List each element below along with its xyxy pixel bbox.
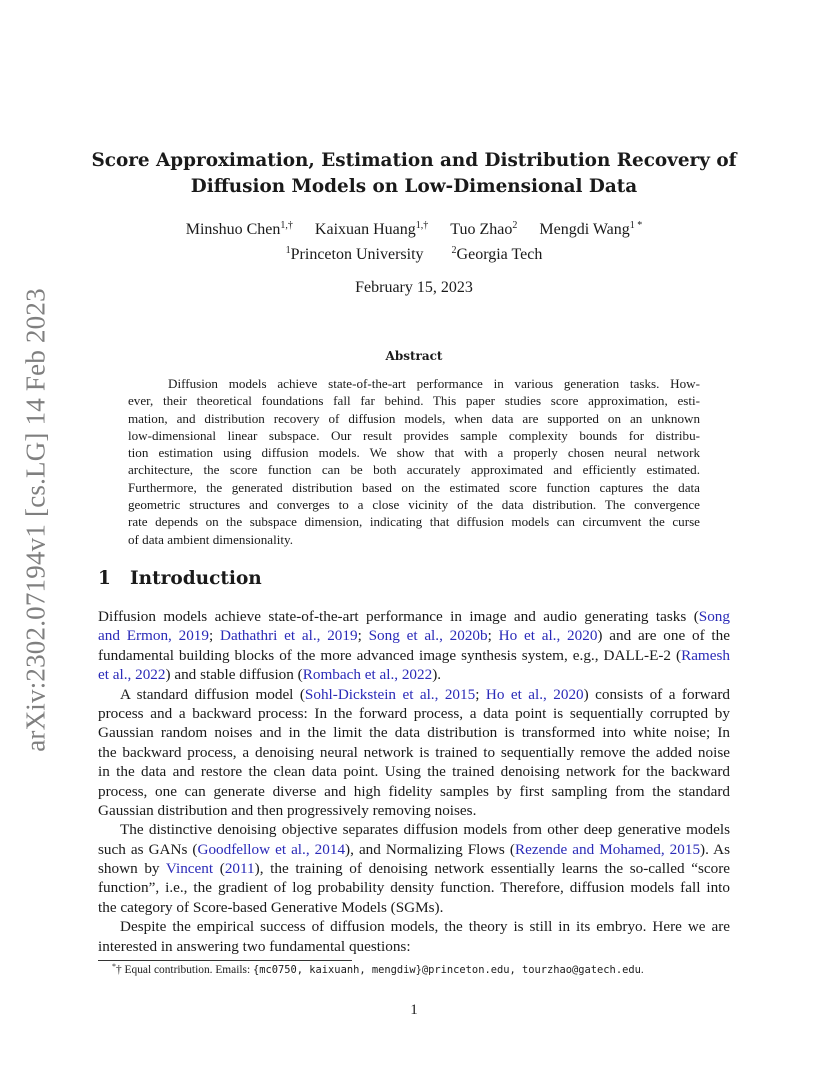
body-text-segment: the category of Score-based Generative Models (SGMs). bbox=[98, 898, 444, 916]
section-heading bbox=[98, 568, 262, 589]
body-line bbox=[98, 917, 730, 936]
body-text-segment: function”, i.e., the gradient of log probability density function. Therefore, diffusion models fall into bbox=[98, 879, 730, 897]
body-text-segment: process, one can generate diverse and high fidelity samples by first sampling from the standard bbox=[98, 782, 730, 800]
section-number: 1 bbox=[98, 568, 111, 589]
title-line: Diffusion Models on Low-Dimensional Data bbox=[190, 176, 638, 197]
body-line bbox=[98, 704, 730, 723]
affiliation-mark: 2 bbox=[451, 245, 457, 256]
footnote-divider bbox=[98, 960, 352, 961]
section-title: Introduction bbox=[130, 568, 262, 589]
affiliation-list bbox=[0, 245, 828, 265]
author bbox=[315, 220, 428, 240]
body-text-segment: ) consists of a forward bbox=[583, 685, 730, 703]
abstract-line: Furthermore, the generated distribution based on the estimated score function captures the data bbox=[128, 479, 700, 495]
paper-title bbox=[0, 148, 828, 200]
body-line bbox=[98, 607, 730, 626]
body-text-segment: ) and are one of the bbox=[597, 627, 730, 645]
author-mark: 2 bbox=[512, 220, 518, 231]
body-text-segment: A standard diffusion model ( bbox=[120, 685, 305, 703]
title-line: Score Approximation, Estimation and Distribution Recovery of bbox=[91, 150, 737, 171]
citation-link[interactable]: Song et al., 2020b bbox=[368, 627, 488, 645]
body-text bbox=[98, 607, 730, 956]
citation-link[interactable]: and Ermon, 2019 bbox=[98, 627, 209, 645]
abstract-line: ever, their theoretical foundations fall far behind. This paper studies score approximation, esti- bbox=[128, 393, 700, 409]
body-line bbox=[98, 743, 730, 762]
body-line bbox=[98, 820, 730, 839]
body-text-segment: ; bbox=[475, 685, 486, 703]
abstract-line: of data ambient dimensionality. bbox=[128, 531, 293, 547]
body-text-segment: ). As bbox=[700, 840, 730, 858]
affiliation-name: Princeton University bbox=[290, 246, 424, 263]
citation-link[interactable]: et al., 2022 bbox=[98, 666, 166, 684]
citation-link[interactable]: Goodfellow et al., 2014 bbox=[197, 840, 346, 858]
page-number: 1 bbox=[410, 1002, 418, 1018]
abstract-heading: Abstract bbox=[385, 349, 443, 363]
body-text-segment: such as GANs ( bbox=[98, 840, 198, 858]
author-list bbox=[0, 220, 828, 240]
body-line bbox=[98, 665, 730, 684]
body-text-segment: Gaussian distribution and then progressively removing noises. bbox=[98, 801, 477, 819]
body-text-segment: ; bbox=[209, 627, 220, 645]
body-line bbox=[98, 878, 730, 897]
body-line bbox=[98, 626, 730, 645]
body-text-segment: the backward process, a denoising neural network is trained to sequentially remove the added noise bbox=[98, 743, 730, 761]
body-text-segment: The distinctive denoising objective separates diffusion models from other deep generative models bbox=[120, 821, 730, 839]
body-text-segment: Despite the empirical success of diffusion models, the theory is still in its embryo. Here we are bbox=[120, 918, 730, 936]
body-text-segment: ). bbox=[432, 666, 442, 684]
citation-link[interactable]: Song bbox=[698, 608, 730, 625]
body-text-segment: shown by bbox=[98, 860, 166, 878]
body-text-segment: Gaussian random noises and in the limit the data distribution is transformed into white noise; In bbox=[98, 724, 730, 742]
author-name: Minshuo Chen bbox=[185, 221, 281, 238]
author bbox=[539, 220, 642, 240]
author-mark: 1,† bbox=[415, 220, 429, 231]
body-text-segment: interested in answering two fundamental questions: bbox=[98, 937, 411, 955]
body-line bbox=[98, 723, 730, 742]
body-text-segment: ; bbox=[487, 627, 499, 645]
citation-link[interactable]: 2011 bbox=[224, 860, 255, 878]
body-text-segment: ( bbox=[213, 860, 225, 878]
body-text-segment: ), the training of denoising network essentially learns the so-called “score bbox=[254, 860, 731, 878]
body-line bbox=[98, 762, 730, 781]
arxiv-identifier-stamp: arXiv:2302.07194v1 [cs.LG] 14 Feb 2023 bbox=[20, 288, 51, 752]
abstract-line: low-dimensional linear subspace. Our result provides sample complexity bounds for distribu- bbox=[128, 427, 700, 443]
abstract-line: geometric structures and converges to a close vicinity of the data distribution. The convergence bbox=[128, 497, 700, 513]
footnote-emails: {mc0750, kaixuanh, mengdiw}@princeton.edu, tourzhao@gatech.edu bbox=[252, 964, 641, 976]
abstract-line: rate depends on the subspace dimension, indicating that diffusion models can circumvent the curse bbox=[128, 514, 700, 530]
citation-link[interactable]: Rombach et al., 2022 bbox=[302, 666, 433, 684]
footnote bbox=[112, 964, 644, 976]
author bbox=[186, 220, 293, 240]
footnote-end: . bbox=[640, 964, 644, 976]
body-text-segment: process and a backward process: In the forward process, a data point is sequentially corrupted by bbox=[98, 704, 730, 722]
body-text-segment: ; bbox=[357, 627, 369, 645]
footnote-text: † Equal contribution. Emails: bbox=[116, 964, 253, 976]
body-text-segment: ) and stable diffusion ( bbox=[165, 666, 303, 684]
body-line bbox=[98, 859, 730, 878]
abstract-line: architecture, the score function can be both accurately approximated and efficiently estimated. bbox=[128, 462, 700, 478]
body-line bbox=[98, 782, 730, 801]
citation-link[interactable]: Dathathri et al., 2019 bbox=[220, 627, 358, 645]
abstract-line: mation, and distribution recovery of diffusion models, when data are supported on an unknown bbox=[128, 410, 700, 426]
citation-link[interactable]: Vincent bbox=[165, 860, 214, 878]
footnote-mark: * bbox=[112, 962, 116, 971]
body-line bbox=[98, 937, 730, 956]
affiliation-name: Georgia Tech bbox=[456, 246, 543, 263]
abstract-body bbox=[128, 375, 700, 548]
author-mark: 1,† bbox=[280, 220, 293, 231]
citation-link[interactable]: Ramesh bbox=[681, 646, 730, 664]
body-text-segment: Diffusion models achieve state-of-the-art performance in image and audio generating tasks ( bbox=[98, 608, 699, 625]
author-mark: 1 * bbox=[629, 220, 643, 231]
author-name: Kaixuan Huang bbox=[314, 221, 416, 238]
body-text-segment: in the data and restore the clean data point. Using the trained denoising network for the backward bbox=[98, 763, 730, 781]
citation-link[interactable]: Rezende and Mohamed, 2015 bbox=[514, 840, 701, 858]
body-line bbox=[98, 801, 730, 820]
body-text-segment: ), and Normalizing Flows ( bbox=[345, 840, 515, 858]
body-line bbox=[98, 840, 730, 859]
citation-link[interactable]: Ho et al., 2020 bbox=[485, 685, 584, 703]
body-text-segment: fundamental building blocks of the more advanced image synthesis system, e.g., DALL-E-2 ( bbox=[98, 646, 682, 664]
citation-link[interactable]: Ho et al., 2020 bbox=[498, 627, 598, 645]
affiliation bbox=[286, 245, 424, 265]
author-name: Mengdi Wang bbox=[539, 221, 630, 238]
citation-link[interactable]: Sohl-Dickstein et al., 2015 bbox=[304, 685, 476, 703]
abstract-line: tion estimation using diffusion models. We show that with a properly chosen neural network bbox=[128, 445, 700, 461]
abstract-line: Diffusion models achieve state-of-the-art performance in various generation tasks. How- bbox=[168, 376, 700, 391]
body-line bbox=[98, 646, 730, 665]
publication-date: February 15, 2023 bbox=[355, 279, 473, 296]
affiliation bbox=[452, 245, 543, 265]
author bbox=[450, 220, 517, 240]
body-line bbox=[98, 898, 730, 917]
author-name: Tuo Zhao bbox=[450, 221, 513, 238]
affiliation-mark: 1 bbox=[285, 245, 291, 256]
body-line bbox=[98, 685, 730, 704]
